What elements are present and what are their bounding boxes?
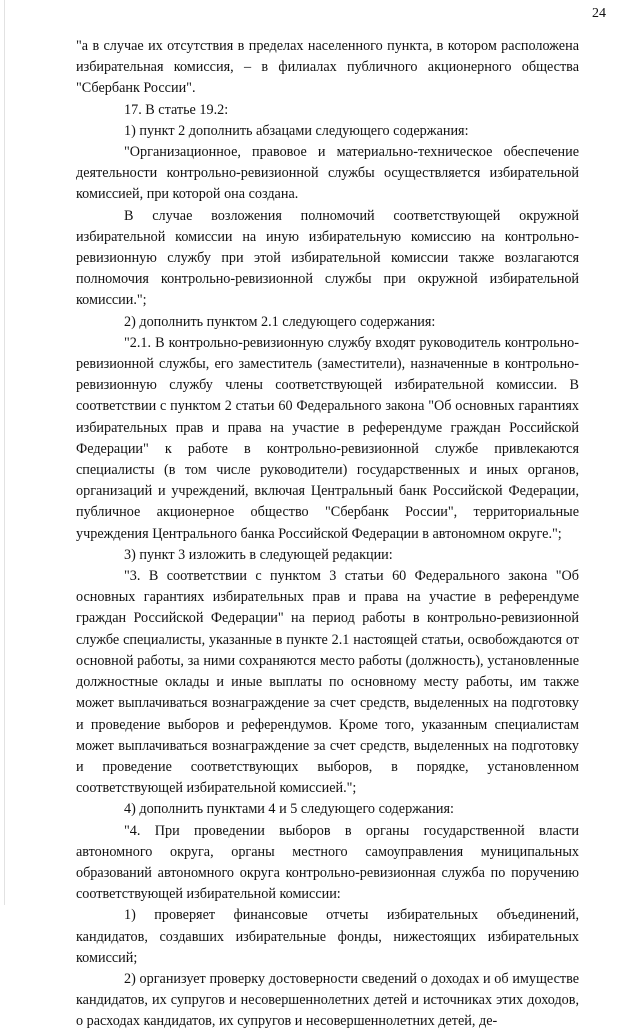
paragraph-subitem-1: 1) проверяет финансовые отчеты избирательных объединений, кандидатов, создавших избирательные фонды, нижестоящих избирательных комиссий; [76, 907, 579, 966]
paragraph-quote-4: "4. При проведении выборов в органы государственной власти автономного округа, органы местного самоуправления муниципальных образований автономного округа контрольно-ревизионная служба по поручению соответствующей избирательной комиссии: [76, 822, 579, 903]
paragraph-quote-organization: "Организационное, правовое и материально-техническое обеспечение деятельности контрольно-ревизионной службы осуществляется избирательной комиссией, при которой она создана. [76, 144, 579, 203]
paragraph-continuation: "а в случае их отсутствия в пределах населенного пункта, в котором расположена избирательная комиссия, – в филиалах публичного акционерного общества "Сбербанк России". [76, 38, 579, 97]
paragraph-item-3: 3) пункт 3 изложить в следующей редакции: [124, 546, 393, 563]
paragraph-quote-delegation: В случае возложения полномочий соответствующей окружной избирательной комиссии на иную избирательную комиссию на контрольно-ревизионную службу при этой избирательной комиссии также возлагаются полномочия контрольно-ревизионной службы при окружной избирательной комиссии."; [76, 207, 579, 309]
page-number: 24 [592, 6, 606, 21]
paragraph-item-4: 4) дополнить пунктами 4 и 5 следующего содержания: [124, 801, 454, 818]
scan-edge [4, 0, 5, 905]
paragraph-subitem-2: 2) организует проверку достоверности сведений о доходах и об имуществе кандидатов, их супругов и несовершеннолетних детей и источниках этих доходов, о расходах кандидатов, их супругов и несовершеннолетних детей, де- [76, 970, 579, 1030]
paragraph-item-2: 2) дополнить пунктом 2.1 следующего содержания: [124, 313, 436, 330]
document-body [76, 36, 579, 1033]
paragraph-article-heading: 17. В статье 19.2: [124, 101, 229, 118]
paragraph-quote-2-1: "2.1. В контрольно-ревизионную службу входят руководитель контрольно-ревизионной службы, его заместитель (заместители), назначенные в контрольно-ревизионную службу члены соответствующей избирательной комиссии. В соответствии с пунктом 2 статьи 60 Федерального закона "Об основных гарантиях избирательных прав и права на участие в референдуме граждан Российской Федерации" к работе в контрольно-ревизионной службе привлекаются специалисты (в том числе руководители) государственных и иных органов, организаций и учреждений, включая Центральный банк Российской Федерации, публичное акционерное общество "Сбербанк России", территориальные учреждения Центрального банка Российской Федерации в автономном округе."; [76, 334, 579, 542]
paragraph-item-1: 1) пункт 2 дополнить абзацами следующего содержания: [124, 122, 469, 139]
paragraph-quote-3: "3. В соответствии с пунктом 3 статьи 60 Федерального закона "Об основных гарантиях избирательных прав и права на участие в референдуме граждан Российской Федерации" на период работы в контрольно-ревизионной службе специалисты, указанные в пункте 2.1 настоящей статьи, освобождаются от основной работы, за ними сохраняются место работы (должность), установленные должностные оклады и иные выплаты по основному месту работы, им также может выплачиваться вознаграждение за счет средств, выделенных на подготовку и проведение выборов и референдумов. Кроме того, указанным специалистам может выплачиваться вознаграждение за счет средств, выделенных на подготовку и проведение соответствующих выборов, в порядке, установленном соответствующей избирательной комиссией."; [76, 568, 579, 797]
